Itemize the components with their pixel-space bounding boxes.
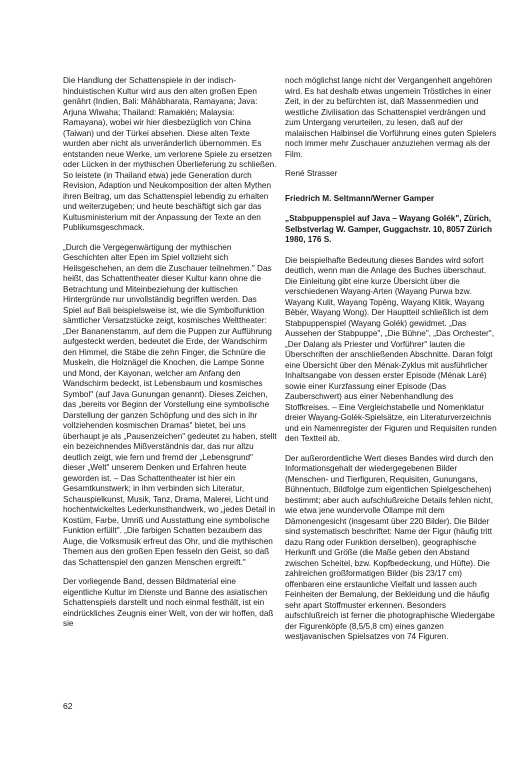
right-column xyxy=(285,76,499,652)
paragraph: Der vorliegende Band, dessen Bildmaterial eine eigentliche Kultur im Dienste und Banne des asiatischen Schattenspiels darstellt und noch einmal festhält, ist ein eindrückliches Zeugnis einer Welt, von der wir hoffen, daß sie xyxy=(63,577,274,628)
page-number: 62 xyxy=(63,701,73,711)
review-signature: René Strasser xyxy=(285,169,338,178)
book-citation: „Stabpuppenspiel auf Java – Wayang Golék", Zürich, Selbstverlag W. Gamper, Guggachstr. 10, 8057 Zürich 1980, 176 S. xyxy=(285,214,493,244)
review-heading: Friedrich M. Seltmann/Werner Gamper xyxy=(285,193,435,203)
paragraph: Die Handlung der Schattenspiele in der indisch-hinduistischen Kultur wird aus den alten großen Epen genährt (Indien, Bali: Māhābharata, Ramayana; Java: Arjuna Wiwaha; Thailand: Ramakién; Malaysia: Ramayana), wobei wir hier diesbezüglich von China (Taiwan) und der Türkei absehen. Diese alten Texte wurden aber nicht als unveränderlich übernommen. Es entstanden neue Werke, um verlorene Spiele zu ersetzen oder Lücken in der mythischen Überlieferung zu schließen. So leistete (in Thailand etwa) jede Generation durch Revision, Adaption und Neukomposition der alten Mythen ihren Beitrag, um das Schattenspiel lebendig zu erhalten und weiterzugeben; und heute beschäftigt sich gar das Kultusministerium mit der Anpassung der Texte an den Publikumsgeschmack. xyxy=(63,76,277,232)
paragraph: Der außerordentliche Wert dieses Bandes wird durch den Informationsgehalt der wiedergegebenen Bilder (Menschen- und Tierfiguren, Requisiten, Gunungans, Bühnentuch, Bildfolge zum eigentlichen Spielgeschehen) bestimmt; aber auch aufschlußreiche Details fehlen nicht, wie etwa jene wundervolle Öllampe mit dem Dämonengesicht (insgesamt über 220 Bilder). Die Bilder sind systematisch beschriftet: Name der Figur (häufig tritt dazu Rang oder Funktion derselben), geographische Herkunft und Größe (die Maße geben den Abstand zwischen Scheitel, bzw. Kopfbedeckung, und Hüfte). Die zahlreichen großformatigen Bilder (bis 23/17 cm) offenbaren eine erstaunliche Vielfalt und lassen auch Feinheiten der Bemalung, der Bekleidung und die häufig sehr apart Stoffmuster erkennen. Besonders aufschlußreich ist ferner die photographische Wiedergabe der Figurenköpfe (8,5/5,8 cm) eines ganzen westjavanischen Spielsatzes von 74 Figuren. xyxy=(285,453,495,641)
paragraph: noch möglichst lange nicht der Vergangenheit angehören wird. Es hat deshalb etwas ungemein Tröstliches in einer Zeit, in der zu befürchten ist, daß Massenmedien und westliche Zivilisation das Schattenspiel verdrängen und zum Untergang verurteilen, zu lesen, daß auf der malaiischen Halbinsel die Vorführung eines guten Spielers noch immer mehr Zuschauer anzuziehen vermag als der Film. xyxy=(285,76,497,159)
paragraph: Die beispielhafte Bedeutung dieses Bandes wird sofort deutlich, wenn man die Anlage des Buches überschaut. Die Einleitung gibt eine kurze Übersicht über die verschiedenen Wayang-Arten (Wayang Purwa bzw. Wayang Kulit, Wayang Topèng, Wayang Klitik, Wayang Bèbèr, Wayang Wong). Der Hauptteil schließlich ist dem Stabpuppenspiel (Wayang Golék) gewidmet. „Das Aussehen der Stabpuppe", „Die Bühne", „Das Orchester", „Der Dalang als Priester und Vorführer" lauten die Überschriften der anschließenden Abschnitte. Daran folgt eine Übersicht über den Ménak-Zyklus mit ausführlicher Inhaltsangabe von dessen erster Episode (Ménak Laré) sowie einer Kurzfassung einer Episode (Das Zauberschwert) aus einer Nebenhandlung des Stoffkreises. – Eine Vergleichstabelle und Nomenklatur dreier Wayang-Golék-Spielsätze, ein Literaturverzeichnis und ein Namenregister der Figuren und Requisiten runden den Textteil ab. xyxy=(285,255,497,443)
left-column xyxy=(63,76,277,639)
paragraph: „Durch die Vergegenwärtigung der mythischen Geschichten alter Epen im Spiel vollzieht sich Heilsgeschehen, an dem die Zuschauer teilnehmen." Das heißt, das Schattentheater dieser Kultur kann ohne die Betrachtung und Miteinbeziehung der kultischen Hintergründe nur unvollständig begriffen werden. Das Spiel auf Bali beispielsweise ist, wie die Symbolfunktion sämtlicher Versatzstücke zeigt, kosmisches Welttheater: „Der Bananenstamm, auf dem die Puppen zur Aufführung aufgesteckt werden, bedeutet die Erde, der Wandschirm den Himmel, die Stäbe die zehn Finger, die Schnüre die Muskeln, die Holznägel die Knochen, die Lampe Sonne und Mond, der Kayonan, welcher am Anfang den Wandschirm bedeckt, ist Lebensbaum und kosmisches Symbol" (auf Java Gunungan genannt). Dieses Zeichen, das „bereits vor Beginn der Vorstellung eine symbolische Darstellung der ganzen Schöpfung und des sich in ihr vollziehenden kosmischen Dramas" bietet, bei uns überhaupt je als „Pausenzeichen" gedeutet zu haben, stellt ein bezeichnendes Mißverständnis dar, das nur allzu deutlich zeigt, wie fern und fremd der „Lebensgrund" dieser „Welt" unserem Denken und Erfahren heute geworden ist. – Das Schattentheater ist hier ein Gesamtkunstwerk; in ihm verbinden sich Literatur, Schauspielkunst, Musik, Tanz, Drama, Malerei, Licht und hochentwickeltes Lederkunsthandwerk, wo „jedes Detail in Kostüm, Farbe, Umriß und Ausstattung eine symbolische Funktion erfüllt". „Die farbigen Schatten bezaubern das Auge, die Volksmusik erfreut das Ohr, und die mythischen Themen aus den großen Epen fesseln den Geist, so daß das Schattenspiel den ganzen Menschen ergreift." xyxy=(63,242,277,567)
